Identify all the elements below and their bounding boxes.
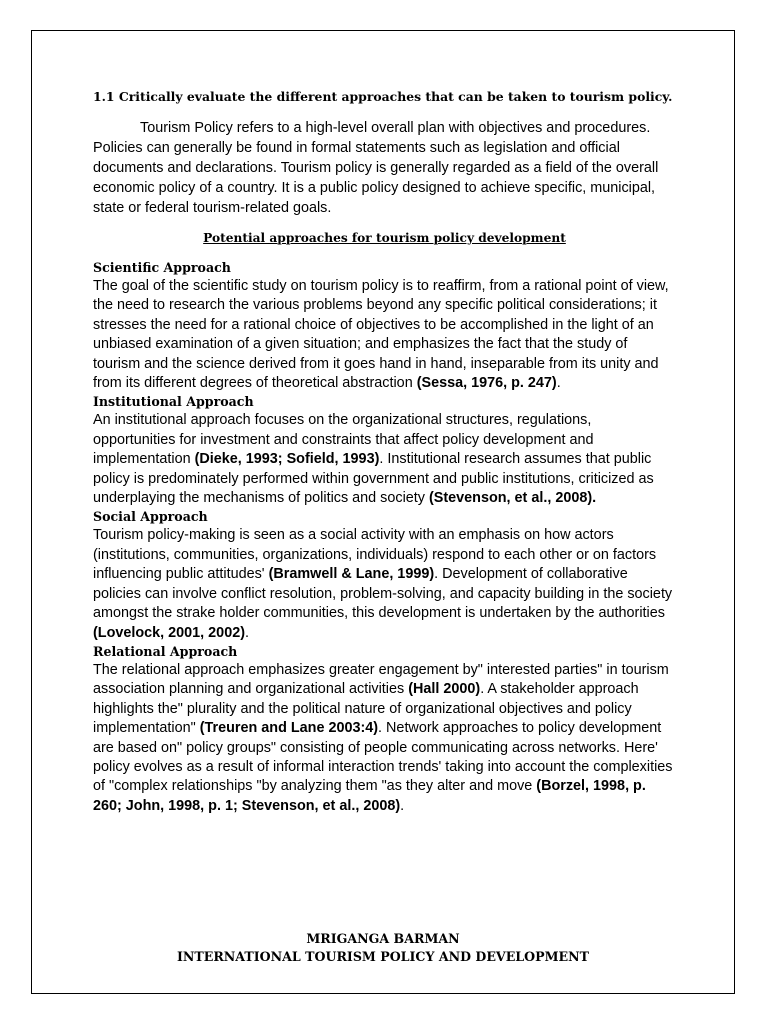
- institutional-approach-title: Institutional Approach: [93, 394, 254, 410]
- institutional-text-2: . Institutional research assumes that public policy is predominately performed within government and public institutions, criticized as underplaying the mechanisms of politics and society: [93, 451, 654, 507]
- relational-citation-2: (Treuren and Lane 2003:4): [199, 720, 379, 737]
- relational-citation-1: (Hall 2000): [408, 681, 481, 698]
- relational-citation-3: (Borzel, 1998, p. 260; John, 1998, p. 1; Stevenson, et al., 2008): [93, 778, 646, 814]
- scientific-citation: (Sessa, 1976, p. 247): [416, 375, 557, 392]
- institutional-citation-2: (Stevenson, et al., 2008).: [428, 490, 597, 507]
- institutional-text-1: An institutional approach focuses on the organizational structures, regulations, opportunities for investment and constraints that affect policy development and implementation: [93, 412, 594, 468]
- question-heading: 1.1 Critically evaluate the different approaches that can be taken to tourism policy.: [93, 89, 673, 104]
- social-text-1: Tourism policy-making is seen as a social activity with an emphasis on how actors (institutions, communities, organizations, individuals) respond to each other or on factors influencing public attitudes': [93, 527, 657, 583]
- relational-end: .: [400, 797, 405, 814]
- scientific-approach-title: Scientific Approach: [93, 260, 231, 275]
- footer-course: INTERNATIONAL TOURISM POLICY AND DEVELOPMENT: [176, 949, 590, 964]
- document-body: [93, 86, 676, 816]
- social-text-2: . Development of collaborative policies can involve conflict resolution, problem-solving, and capacity building in the society amongst the strake holder communities, this development is undertaken by the authorities: [93, 566, 673, 622]
- footer-author: MRIGANGA BARMAN: [306, 931, 460, 946]
- social-citation-1: (Bramwell & Lane, 1999): [268, 566, 435, 583]
- social-end: .: [245, 624, 249, 641]
- institutional-approach-text: [93, 411, 676, 508]
- relational-approach-title: Relational Approach: [93, 643, 238, 659]
- relational-approach-text: [93, 661, 676, 816]
- scientific-approach-text: [93, 277, 676, 393]
- social-approach-text: [93, 526, 676, 642]
- relational-text-2: . A stakeholder approach highlights the" plurality and the political nature of organizational objectives and policy implementation": [93, 681, 639, 737]
- relational-text-3: . Network approaches to policy development are based on" policy groups" consisting of people communicating across networks. Here' policy evolves as a result of informal interaction trends' taking into account the complexities of "complex relationships "by analyzing them "as they alter and move: [93, 720, 673, 795]
- section-title: Potential approaches for tourism policy development: [203, 231, 566, 245]
- scientific-end: .: [556, 375, 561, 392]
- intro-paragraph: Tourism Policy refers to a high-level overall plan with objectives and procedures. Policies can generally be found in formal statements such as legislation and official documents and declarations. Tourism policy is generally regarded as a field of the overall economic policy of a country. It is a public policy designed to achieve specific, municipal, state or federal tourism-related goals.: [93, 120, 659, 216]
- social-citation-2: (Lovelock, 2001, 2002): [93, 624, 245, 641]
- institutional-citation-1: (Dieke, 1993; Sofield, 1993): [194, 451, 380, 468]
- relational-text-1: The relational approach emphasizes greater engagement by" interested parties" in tourism association planning and organizational activities: [93, 661, 669, 698]
- social-approach-title: Social Approach: [93, 509, 208, 525]
- scientific-text: The goal of the scientific study on tourism policy is to reaffirm, from a rational point of view, the need to research the various problems beyond any specific political considerations; it stresses the need for a rational choice of objectives to be accomplished in the light of an unbiased examination of a given situation; and emphasizes the fact that the study of tourism and the science derived from it goes hand in hand, inseparable from its unity and from its different degrees of theoretical abstraction: [93, 278, 669, 392]
